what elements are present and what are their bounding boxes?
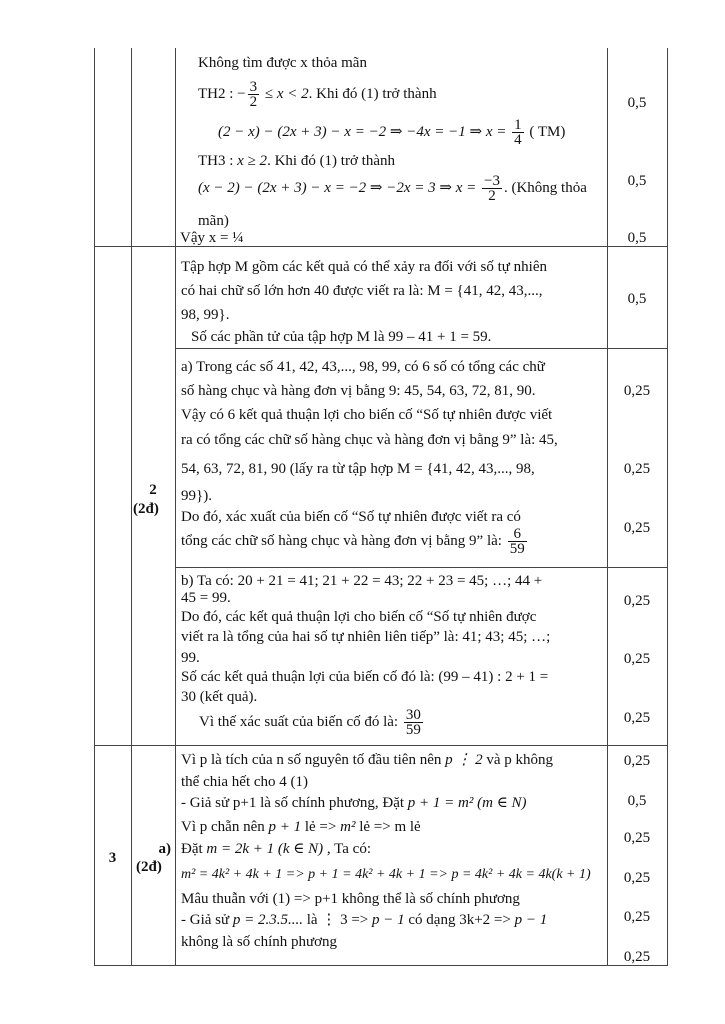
q1-conclusion: Vậy x = ¼	[180, 230, 244, 246]
q2-intro-line-2: có hai chữ số lớn hơn 40 được viết ra là: M = {41, 42, 43,...,	[181, 283, 543, 299]
q2b-line-6: Số các kết quả thuận lợi của biến cố đó là: (99 – 41) : 2 + 1 =	[181, 669, 549, 685]
q2b-line-3: Do đó, các kết quả thuận lợi cho biến cố “Số tự nhiên được	[181, 609, 537, 625]
q1-th2-line: TH2 : − $\frac{3}{2}$ ≤ x < 2. Khi đó (1) trở thành	[198, 79, 437, 111]
q3-line-4: Vì p chẵn nên p + 1 lẻ => m² lẻ => m lẻ	[181, 819, 421, 835]
q3-line-2: thể chia hết cho 4 (1)	[181, 774, 309, 790]
q2a-score-2: 0,25	[623, 461, 651, 477]
q2a-line-1: a) Trong các số 41, 42, 43,..., 98, 99, có 6 số có tổng các chữ	[181, 359, 545, 375]
row-divider-q2-intro	[175, 348, 668, 349]
q1-th2-label: TH2 :	[198, 86, 234, 102]
q1-score-2: 0,5	[627, 173, 647, 189]
q2a-line-4: ra có tổng các chữ số hàng chục và hàng đơn vị bằng 9” là: 45,	[181, 432, 558, 448]
q1-th3-not: . (Không thỏa	[503, 180, 587, 196]
row-divider-q2-a	[175, 567, 668, 568]
q3-line-7: Mâu thuẫn với (1) => p+1 không thể là số chính phương	[181, 891, 520, 907]
q2b-line-1: b) Ta có: 20 + 21 = 41; 21 + 22 = 43; 22 + 23 = 45; …; 44 +	[181, 573, 543, 589]
q1-th3-result-fraction: $\frac{-3}{2}$	[484, 173, 500, 205]
q1-th3-text: . Khi đó (1) trở thành	[267, 153, 395, 169]
q3-number: 3	[108, 850, 117, 866]
q3-score-6: 0,25	[623, 949, 651, 965]
q3-score-3: 0,25	[623, 830, 651, 846]
row-divider-q2-q3	[94, 745, 668, 746]
q3-score-5: 0,25	[623, 909, 651, 925]
q2-intro-line-3: 98, 99}.	[181, 307, 230, 323]
q2a-line-3: Vậy có 6 kết quả thuận lợi cho biến cố “Số tự nhiên được viết	[181, 407, 553, 423]
table-border-left	[94, 48, 95, 966]
q3-points: (2đ)	[136, 859, 162, 875]
q2b-score-3: 0,25	[623, 710, 651, 726]
q2a-score-1: 0,25	[623, 383, 651, 399]
q2a-line-6: 99}).	[181, 488, 212, 504]
table-col-divider-1	[131, 48, 132, 966]
q3-score-1: 0,25	[623, 753, 651, 769]
q1-line-1: Không tìm được x thỏa mãn	[198, 55, 367, 71]
q3-line-3: - Giả sử p+1 là số chính phương, Đặt p + 1 = m² (m ∈ N)	[181, 795, 527, 811]
q2b-line-8: Vì thế xác suất của biến cố đó là: $\frac{30}{59}$	[199, 707, 421, 739]
q2a-line-5: 54, 63, 72, 81, 90 (lấy ra từ tập hợp M = {41, 42, 43,..., 98,	[181, 461, 535, 477]
q2-number: 2	[149, 482, 157, 498]
q3-line-5: Đặt m = 2k + 1 (k ∈ N) , Ta có:	[181, 841, 371, 857]
table-border-bottom	[94, 965, 668, 966]
q2a-score-3: 0,25	[623, 520, 651, 536]
q1-score-3: 0,5	[627, 230, 647, 246]
table-border-right	[667, 48, 668, 966]
q2b-line-4: viết ra là tổng của hai số tự nhiên liên tiếp” là: 41; 43; 45; …;	[181, 629, 551, 645]
q2-intro-line-4: Số các phần tử của tập hợp M là 99 – 41 + 1 = 59.	[191, 329, 492, 345]
q1-th2-result-fraction: $\frac{1}{4}$	[514, 117, 522, 149]
q2a-line-7: Do đó, xác xuất của biến cố “Số tự nhiên được viết ra có	[181, 509, 521, 525]
q2-intro-score: 0,5	[627, 291, 647, 307]
table-col-divider-2	[175, 48, 176, 966]
q2b-line-7: 30 (kết quả).	[181, 689, 258, 705]
q2a-line-8: tổng các chữ số hàng chục và hàng đơn vị bằng 9” là: $\frac{6}{59}$	[181, 526, 525, 558]
q1-th2-text: . Khi đó (1) trở thành	[308, 86, 437, 102]
q1-th3-line	[198, 152, 395, 170]
q1-th3-cond: x ≥ 2	[237, 153, 268, 169]
q1-th2-cond-fraction: $\frac{3}{2}$	[249, 79, 258, 111]
q3-line-6: m² = 4k² + 4k + 1 => p + 1 = 4k² + 4k + 1 => p = 4k² + 4k = 4k(k + 1)	[181, 867, 591, 882]
q3-line-8: - Giả sử p = 2.3.5.... là ⋮ 3 => p − 1 có dạng 3k+2 => p − 1	[181, 912, 548, 928]
q1-th3-not-2: mãn)	[198, 213, 229, 229]
q2b-score-1: 0,25	[623, 593, 651, 609]
q2b-probability-fraction: $\frac{30}{59}$	[405, 707, 421, 739]
table-col-divider-3	[607, 48, 608, 966]
q3-line-9: không là số chính phương	[181, 934, 338, 950]
q2a-probability-fraction: $\frac{6}{59}$	[509, 526, 525, 558]
q1-th2-tm: ( TM)	[529, 124, 566, 140]
q1-th3-label: TH3 :	[198, 153, 234, 169]
q1-th2-cond: ≤ x < 2	[264, 86, 309, 102]
q3-score-2: 0,5	[627, 793, 647, 809]
q2-intro-line-1: Tập hợp M gồm các kết quả có thể xảy ra đối với số tự nhiên	[181, 259, 547, 275]
q3-part: a)	[158, 841, 171, 857]
q3-line-1: Vì p là tích của n số nguyên tố đầu tiên nên p ⋮ 2 và p không	[181, 752, 554, 768]
q2-points: (2đ)	[133, 501, 159, 517]
q2b-line-5: 99.	[181, 650, 200, 666]
q3-score-4: 0,25	[623, 870, 651, 886]
q2b-line-2: 45 = 99.	[181, 590, 231, 606]
q2b-score-2: 0,25	[623, 651, 651, 667]
q1-score-1: 0,5	[627, 95, 647, 111]
q1-th3-equation: (x − 2) − (2x + 3) − x = −2 ⇒ −2x = 3 ⇒ x = $\frac{-3}{2}$ . (Không thỏa	[198, 173, 587, 205]
q1-th2-equation: (2 − x) − (2x + 3) − x = −2 ⇒ −4x = −1 ⇒ x = $\frac{1}{4}$ ( TM)	[218, 117, 566, 149]
q2a-line-2: số hàng chục và hàng đơn vị bằng 9: 45, 54, 63, 72, 81, 90.	[181, 383, 536, 399]
